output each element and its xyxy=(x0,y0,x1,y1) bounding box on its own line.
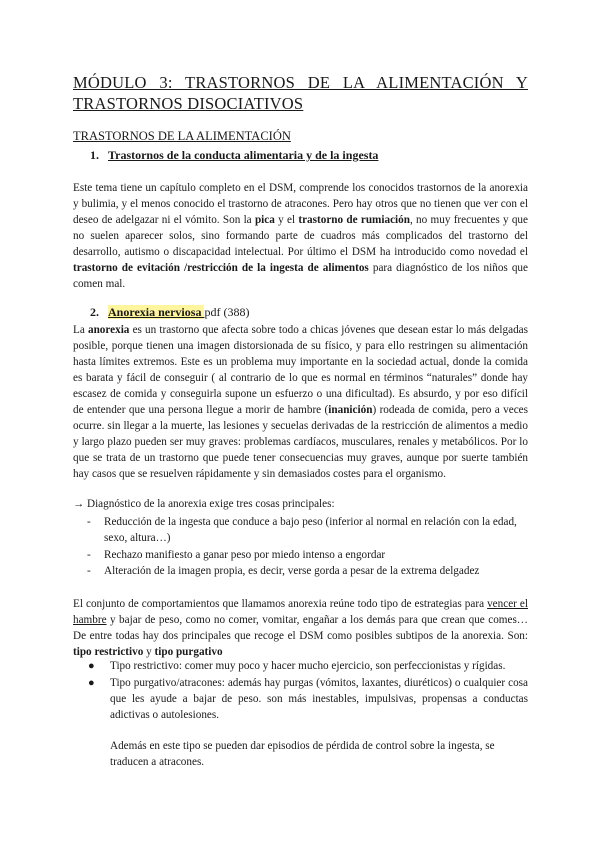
subtype-list xyxy=(86,658,528,724)
list-item-text: Tipo purgativo/atracones: además hay purgas (vómitos, laxantes, diuréticos) o cualquier cosa que les ayude a bajar de peso. son más inestables, impulsivas, propensas a conductas adictivas o autolesiones. xyxy=(110,677,528,721)
bold-term-anorexia: anorexia xyxy=(87,324,130,336)
text-run: ) rodeada de comida, pero a veces ocurre. sin llegar a la muerte, las lesiones y secuelas derivadas de la restricción de alimentos a medio y largo plazo pueden ser muy graves: problemas cardíacos, musculares, renales y metabólicos. Por lo que se trata de un trastorno que puede tener consecuencias muy graves, aunque por suerte también hay casos que se resuelven rápidamente y sin demasiados costes para el organismo. xyxy=(73,404,529,480)
list-item-text: Tipo restrictivo: comer muy poco y hacer mucho ejercicio, son perfeccionistas y rígidas. xyxy=(110,660,506,672)
heading-2-highlight: Anorexia nerviosa xyxy=(108,305,205,319)
dash-marker: - xyxy=(87,565,91,577)
text-run: Este tema tiene un capítulo completo en el DSM, comprende los conocidos trastornos de la anorexia y bulimia, y el menos conocido el trastorno de atracones. Pero hay otros que no tienen que ver con el deseo de adelgazar ni el vómito. Son la xyxy=(73,182,528,226)
criteria-list xyxy=(87,514,528,580)
list-item xyxy=(87,514,528,546)
text-run: es un trastorno que afecta sobre todo a chicas jóvenes que desean estar lo más delgadas posible, porque tienen una imagen distorsionada de su físico, y para ello restringen su alimentación hasta límites extremos. Este es un problema muy importante en la sociedad actual, donde la comida es barata y fácil de conseguir ( al contrario de lo que es normal en términos “naturales” donde hay escasez de comida y conseguirla supone un esfuerzo o una dificultad). Es absurdo, y por eso difícil de entender que una persona llegue a morir de hambre ( xyxy=(73,324,528,416)
text-run: y el xyxy=(274,214,299,226)
module-title-line2: TRASTORNOS DISOCIATIVOS xyxy=(73,94,304,113)
list-item-text: Alteración de la imagen propia, es decir, verse gorda a pesar de la extrema delgadez xyxy=(104,565,480,577)
section-heading: TRASTORNOS DE LA ALIMENTACIÓN xyxy=(73,129,291,143)
list-item xyxy=(86,675,528,723)
underlined-phrase: vencer el hambre xyxy=(73,598,528,626)
paragraph-behaviours xyxy=(73,596,528,660)
bold-term-rumiacion: trastorno de rumiación xyxy=(298,214,410,226)
bullet-icon: ● xyxy=(88,677,95,689)
bold-term-evitacion: trastorno de evitación /restricción de la ingesta de alimentos xyxy=(73,262,369,274)
paragraph-anorexia xyxy=(73,322,528,482)
module-title xyxy=(73,72,528,114)
bold-term-inanicion: inanición xyxy=(328,404,373,416)
list-item xyxy=(87,547,528,563)
bullet-icon: ● xyxy=(88,660,95,672)
paragraph-intro xyxy=(73,180,528,292)
bold-term-restrictivo: tipo restrictivo xyxy=(73,646,144,658)
text-run: La xyxy=(73,324,88,336)
dash-marker: - xyxy=(87,516,91,528)
text-run: y xyxy=(143,646,155,658)
heading-2 xyxy=(90,305,249,320)
module-title-line1: MÓDULO 3: TRASTORNOS DE LA ALIMENTACIÓN Y xyxy=(73,73,528,92)
text-run: y bajar de peso, como no comer, vomitar, engañar a los demás para que crean que comes… De entre todas hay dos principales que recoge el DSM como posibles subtipos de la anorexia. Son: xyxy=(73,614,528,642)
list-item-text: Rechazo manifiesto a ganar peso por miedo intenso a engordar xyxy=(104,548,386,561)
subtype-note: Además en este tipo se pueden dar episodios de pérdida de control sobre la ingesta, se traducen a atracones. xyxy=(110,740,495,768)
text-run: , no muy frecuentes y que no suelen aparecer solos, sino formando parte de cuadros más complicados del trastorno del desarrollo, autismo o discapacidad intelectual. Por último el DSM ha introducido como novedad el xyxy=(73,214,528,258)
dash-marker: - xyxy=(87,548,91,561)
heading-2-number: 2. xyxy=(90,305,99,319)
text-run: para diagnóstico de los niños que comen mal. xyxy=(73,262,528,290)
heading-1-number: 1. xyxy=(90,148,99,162)
list-item xyxy=(86,658,528,674)
list-item xyxy=(87,563,528,579)
heading-1-text: Trastornos de la conducta alimentaria y de la ingesta xyxy=(108,148,379,162)
bold-term-purgativo: tipo purgativo xyxy=(154,646,223,658)
heading-2-ref: pdf (388) xyxy=(204,305,250,319)
bold-term-pica: pica xyxy=(254,214,275,226)
list-item-text: Reducción de la ingesta que conduce a bajo peso (inferior al normal en relación con la edad, sexo, altura…) xyxy=(104,516,517,544)
heading-1 xyxy=(90,148,378,163)
text-run: El conjunto de comportamientos que llamamos anorexia reúne todo tipo de estrategias para xyxy=(73,598,488,610)
criteria-intro: → Diagnóstico de la anorexia exige tres cosas principales: xyxy=(73,498,335,510)
